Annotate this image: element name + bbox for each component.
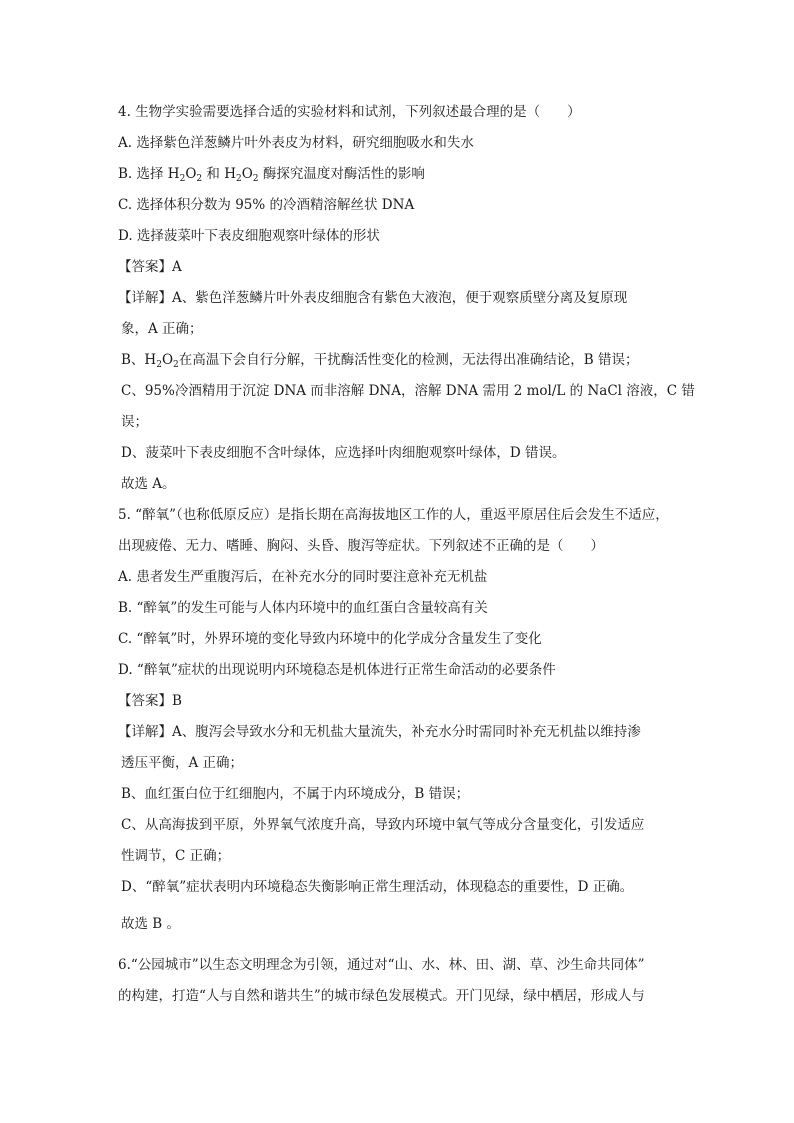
q4-option-b: B. 选择 $H_2O_2$ 和 $H_2O_2$ 酶探究温度对酶活性的影响 (118, 166, 425, 184)
q5-option-b: B. “醉氧”的发生可能与人体内环境中的血红蛋白含量较高有关 (118, 600, 488, 616)
q4-option-a: A. 选择紫色洋葱鳞片叶外表皮为材料，研究细胞吸水和失水 (118, 135, 474, 151)
q4-conclusion: 故选 A。 (121, 476, 176, 492)
q4-option-c: C. 选择体积分数为 95% 的冷酒精溶解丝状 DNA (118, 197, 415, 213)
q5-explain-4: C、从高海拔到平原，外界氧气浓度升高，导致内环境中氧气等成分含量变化，引发适应 (121, 817, 645, 833)
q4-answer: 【答案】A (118, 259, 182, 275)
q5-option-c: C. “醉氧”时，外界环境的变化导致内环境中的化学成分含量发生了变化 (118, 631, 542, 647)
q5-stem-2: 出现疲倦、无力、嗜睡、胸闷、头昏、腹泻等症状。下列叙述不正确的是（ ） (118, 538, 604, 554)
q4-explain-5: 误； (121, 414, 148, 430)
q4-explain-6: D、菠菜叶下表皮细胞不含叶绿体，应选择叶肉细胞观察叶绿体，D 错误。 (121, 445, 566, 461)
q5-explain-3: B、血红蛋白位于红细胞内，不属于内环境成分，B 错误； (121, 786, 470, 802)
q4-explain-1: 【详解】A、紫色洋葱鳞片叶外表皮细胞含有紫色大液泡，便于观察质壁分离及复原现 (118, 290, 628, 306)
q5-conclusion: 故选 B 。 (121, 916, 181, 932)
q6-stem-2: 的构建，打造“人与自然和谐共生”的城市绿色发展模式。开门见绿，绿中栖居，形成人与 (118, 988, 645, 1004)
q4-explain-4: C、95%冷酒精用于沉淀 DNA 而非溶解 DNA，溶解 DNA 需用 2 mol/L 的 NaCl 溶液，C 错 (121, 383, 695, 399)
q5-stem-1: 5. “醉氧”（也称低原反应）是指长期在高海拔地区工作的人，重返平原居住后会发生不适应， (118, 507, 669, 523)
q5-explain-5: 性调节，C 正确； (121, 848, 231, 864)
q4-explain-3: B、$H_2O_2$在高温下会自行分解，干扰酶活性变化的检测，无法得出准确结论，B 错误； (121, 352, 639, 370)
q5-option-a: A. 患者发生严重腹泻后，在补充水分的同时要注意补充无机盐 (118, 569, 488, 585)
q4-explain-2: 象，A 正确； (121, 321, 203, 337)
q5-explain-6: D、“醉氧”症状表明内环境稳态失衡影响正常生理活动，体现稳态的重要性，D 正确。 (121, 879, 634, 895)
q5-explain-1: 【详解】A、腹泻会导致水分和无机盐大量流失，补充水分时需同时补充无机盐以维持渗 (118, 724, 641, 740)
q5-explain-2: 透压平衡，A 正确； (121, 755, 244, 771)
q6-stem-1: 6.“公园城市”以生态文明理念为引领，通过对“山、水、林、田、湖、草、沙生命共同体” (118, 957, 645, 973)
q4-option-d: D. 选择菠菜叶下表皮细胞观察叶绿体的形状 (118, 228, 380, 244)
q4-stem: 4. 生物学实验需要选择合适的实验材料和试剂，下列叙述最合理的是（ ） (118, 104, 581, 120)
q5-option-d: D. “醉氧”症状的出现说明内环境稳态是机体进行正常生命活动的必要条件 (118, 662, 556, 678)
q5-answer: 【答案】B (118, 693, 182, 709)
